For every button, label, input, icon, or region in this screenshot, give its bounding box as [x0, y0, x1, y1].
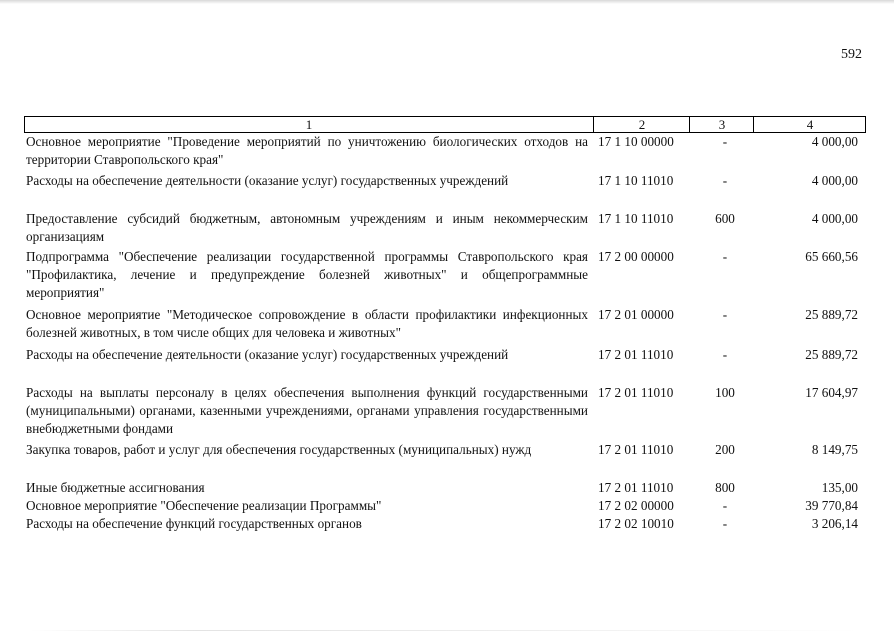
row-name: Расходы на обеспечение деятельности (оказание услуг) государственных учреждений — [26, 173, 509, 188]
row-type: - — [722, 249, 728, 264]
row-type: 600 — [715, 211, 735, 226]
header-col-4: 4 — [753, 117, 866, 132]
row-code: 17 2 01 11010 — [598, 347, 674, 362]
row-amount: 3 206,14 — [811, 516, 858, 531]
row-type: 200 — [715, 442, 735, 457]
row-name: Расходы на обеспечение функций государственных органов — [26, 516, 362, 531]
row-name: Расходы на обеспечение деятельности (оказание услуг) государственных учреждений — [26, 347, 509, 362]
row-code: 17 2 01 00000 — [598, 307, 674, 322]
row-type: - — [722, 516, 728, 531]
row-code: 17 1 10 11010 — [598, 173, 674, 188]
row-amount: 39 770,84 — [805, 498, 858, 513]
scan-artifact-line — [30, 630, 860, 631]
scan-top-edge — [0, 0, 894, 4]
row-amount: 4 000,00 — [811, 134, 858, 149]
row-amount: 8 149,75 — [811, 442, 858, 457]
row-amount: 25 889,72 — [805, 307, 858, 322]
row-amount: 25 889,72 — [805, 347, 858, 362]
row-name: Предоставление субсидий бюджетным, автономным учреждениям и иным некоммерческим организациям — [26, 211, 588, 244]
row-code: 17 2 01 11010 — [598, 385, 674, 400]
row-code: 17 1 10 00000 — [598, 134, 674, 149]
row-amount: 4 000,00 — [811, 211, 858, 226]
row-amount: 17 604,97 — [805, 385, 858, 400]
header-col-1: 1 — [305, 117, 313, 132]
row-type: - — [722, 134, 728, 149]
row-name: Основное мероприятие "Обеспечение реализации Программы" — [26, 498, 382, 513]
row-name: Подпрограмма "Обеспечение реализации государственной программы Ставропольского края "Профилактика, лечение и предупреждение болезней животных" и общепрограммные мероприятия" — [26, 249, 588, 300]
row-code: 17 2 01 11010 — [598, 480, 674, 495]
row-amount: 65 660,56 — [805, 249, 858, 264]
row-type: - — [722, 173, 728, 188]
row-type: - — [722, 347, 728, 362]
row-name: Основное мероприятие "Проведение мероприятий по уничтожению биологических отходов на территории Ставропольского края" — [26, 134, 588, 167]
table-header-row — [24, 116, 866, 133]
row-code: 17 2 02 00000 — [598, 498, 674, 513]
page-number: 592 — [841, 47, 862, 62]
row-type: 800 — [715, 480, 735, 495]
row-name: Иные бюджетные ассигнования — [26, 480, 205, 495]
row-code: 17 2 00 00000 — [598, 249, 674, 264]
row-code: 17 2 02 10010 — [598, 516, 674, 531]
row-type: - — [722, 307, 728, 322]
row-code: 17 2 01 11010 — [598, 442, 674, 457]
row-name: Расходы на выплаты персоналу в целях обеспечения выполнения функций государственными (муниципальными) органами, казенными учреждениями, органами управления государственными внебюджетными фондами — [26, 385, 588, 436]
header-col-3: 3 — [689, 117, 754, 132]
row-amount: 4 000,00 — [811, 173, 858, 188]
row-name: Закупка товаров, работ и услуг для обеспечения государственных (муниципальных) нужд — [26, 442, 532, 457]
row-type: 100 — [715, 385, 735, 400]
header-col-2: 2 — [593, 117, 690, 132]
row-code: 17 1 10 11010 — [598, 211, 674, 226]
row-name: Основное мероприятие "Методическое сопровождение в области профилактики инфекционных болезней животных, в том числе общих для человека и животных" — [26, 307, 588, 340]
row-type: - — [722, 498, 728, 513]
row-amount: 135,00 — [821, 480, 858, 495]
